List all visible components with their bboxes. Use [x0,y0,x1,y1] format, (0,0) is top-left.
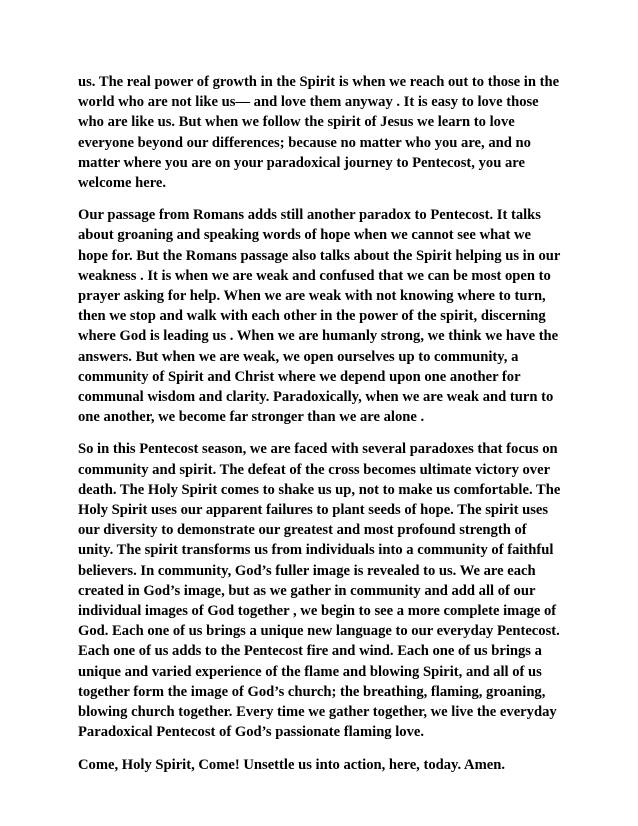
paragraph-pentecost-paradoxes: So in this Pentecost season, we are faced with several paradoxes that focus on community and spirit. The defeat of the cross becomes ultimate victory over death. The Holy Spirit comes to shake us up, not to make us comfortable. The Holy Spirit uses our apparent failures to plant seeds of hope. The spirit uses our diversity to demonstrate our greatest and most profound strength of unity. The spirit transforms us from individuals into a community of faithful believers. In community, God’s fuller image is revealed to us. We are each created in God’s image, but as we gather in community and add all of our individual images of God together , we begin to see a more complete image of God. Each one of us brings a unique new language to our everyday Pentecost. Each one of us adds to the Pentecost fire and wind. Each one of us brings a unique and varied experience of the flame and blowing Spirit, and all of us together form the image of God’s church; the breathing, flaming, groaning, blowing church together. Every time we gather together, we live the everyday Paradoxical Pentecost of God’s passionate flaming love. [78,441,561,741]
document-page [78,72,564,775]
paragraph-romans-passage: Our passage from Romans adds still another paradox to Pentecost. It talks about groaning and speaking words of hope when we cannot see what we hope for. But the Romans passage also talks about the Spirit helping us in our weakness . It is when we are weak and confused that we can be most open to prayer asking for help. When we are weak with not knowing where to turn, then we stop and walk with each other in the power of the spirit, discerning where God is leading us . When we are humanly strong, we think we have the answers. But when we are weak, we open ourselves up to community, a community of Spirit and Christ where we depend upon one another for communal wisdom and clarity. Paradoxically, when we are weak and turn to one another, we become far stronger than we are alone . [78,207,561,426]
paragraph-closing-welcome: us. The real power of growth in the Spirit is when we reach out to those in the world who are not like us— and love them anyway . It is easy to love those who are like us. But when we follow the spirit of Jesus we learn to love everyone beyond our differences; because no matter who you are, and no matter where you are on your paradoxical journey to Pentecost, you are welcome here. [78,74,560,192]
paragraph-closing-prayer: Come, Holy Spirit, Come! Unsettle us into action, here, today. Amen. [78,756,505,773]
